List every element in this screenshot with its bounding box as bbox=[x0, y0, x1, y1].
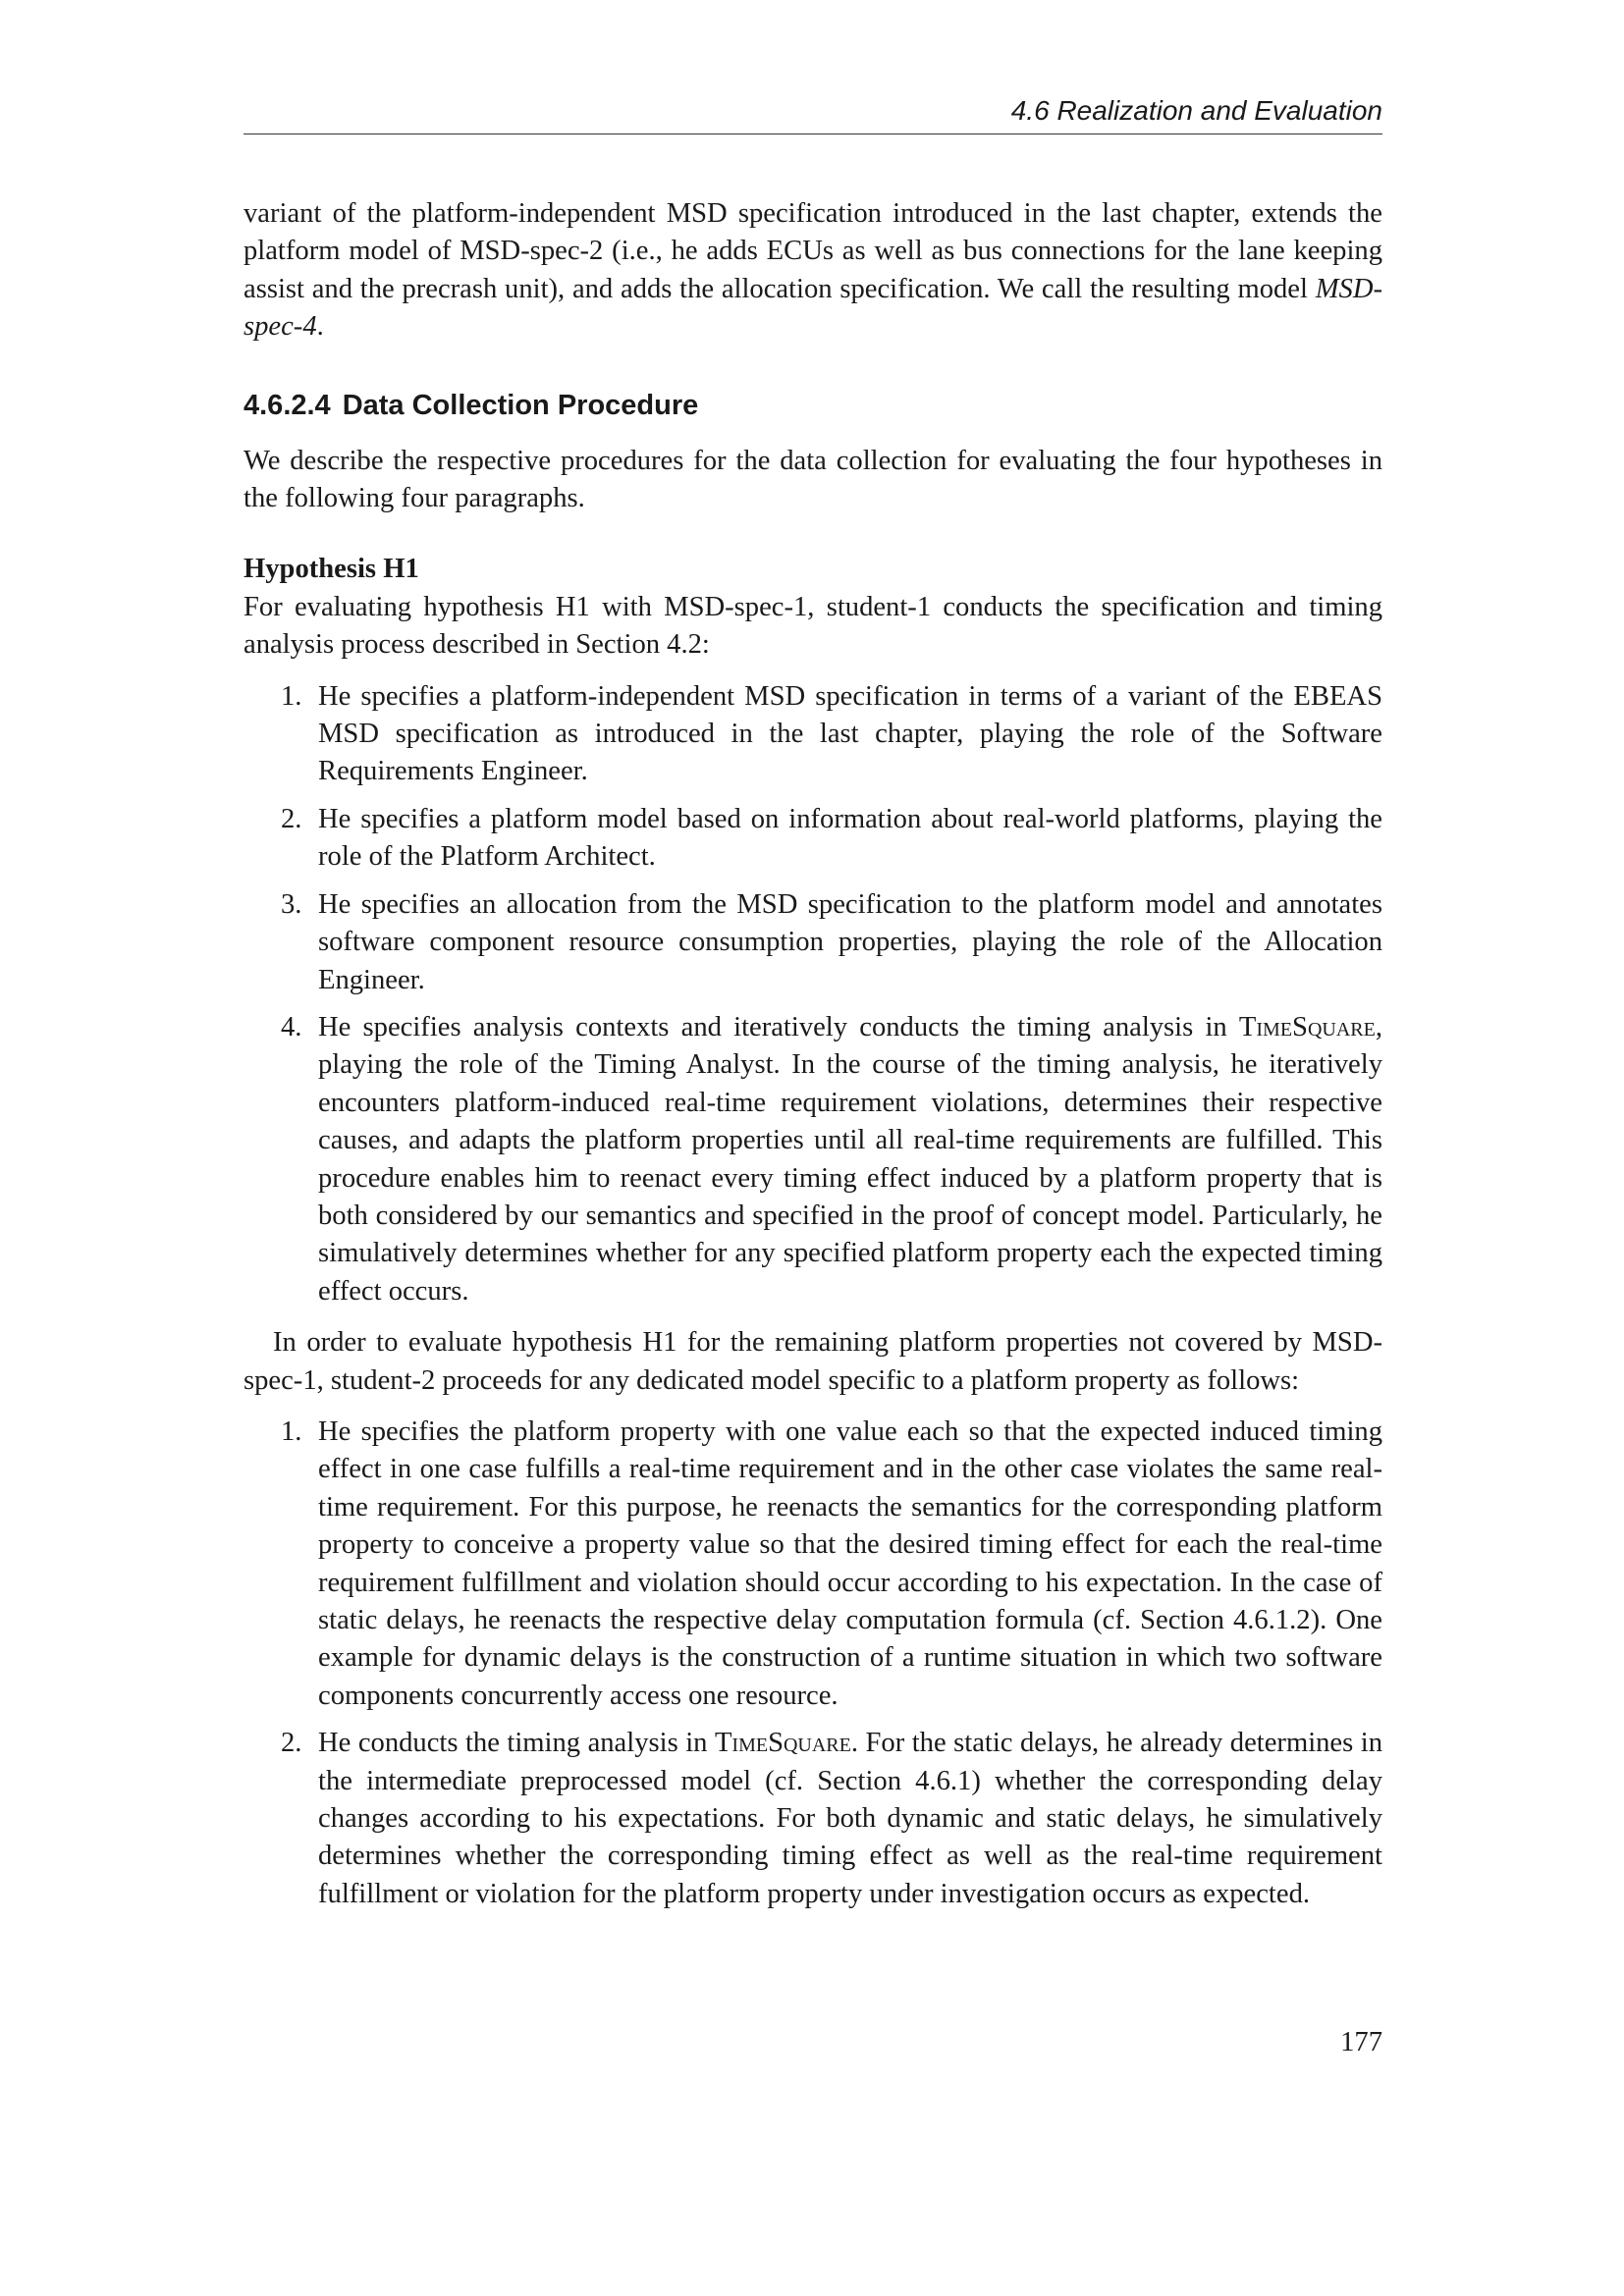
list-item-text: He specifies a platform model based on information about real-world platforms, playing the role of the Platform Architect. bbox=[318, 803, 1382, 873]
section-heading bbox=[244, 388, 1382, 423]
tool-name: TimeSquare bbox=[714, 1728, 851, 1759]
list-number: 2. bbox=[281, 1728, 302, 1759]
page-number: 177 bbox=[1340, 2027, 1382, 2057]
model-name: MSD-spec-4 bbox=[244, 273, 1382, 343]
procedure-list-student-1 bbox=[244, 678, 1382, 1311]
list-item bbox=[244, 886, 1382, 999]
list-item-text: He specifies an allocation from the MSD specification to the platform model and annotates software component resource consumption properties, playing the role of the Allocation Engineer. bbox=[318, 888, 1382, 995]
hypothesis-lead: For evaluating hypothesis H1 with MSD-spec-1, student-1 conducts the specification and timing analysis process described in Section 4.2: bbox=[244, 591, 1382, 661]
procedure-list-student-2 bbox=[244, 1414, 1382, 1913]
list-item-text bbox=[318, 1012, 1382, 1307]
list-item-text-part: He specifies analysis contexts and iteratively conducts the timing analysis in bbox=[318, 1011, 1239, 1042]
list-item bbox=[244, 1414, 1382, 1715]
intro-text: variant of the platform-independent MSD specification introduced in the last chapter, extends the platform model of MSD-spec-2 (i.e., he adds ECUs as well as bus connections for the lane keeping assist and the precrash unit), and adds the allocation specification. We call the resulting model bbox=[244, 198, 1382, 304]
list-item-text: He specifies a platform-independent MSD specification in terms of a variant of the EBEAS MSD specification as introduced in the last chapter, playing the role of the Software Requirements Engineer. bbox=[318, 680, 1382, 787]
intro-text-end: . bbox=[316, 311, 324, 343]
section-number: 4.6.2.4 bbox=[244, 389, 331, 421]
section-intro-paragraph: We describe the respective procedures for the data collection for evaluating the four hypotheses in the following four paragraphs. bbox=[244, 445, 1382, 514]
list-item-text-part: , playing the role of the Timing Analyst. In the course of the timing analysis, he iteratively encounters platform-induced real-time requirement violations, determines their respective causes, and adapts the platform properties until all real-time requirements are fulfilled. This procedure enables him to reenact every timing effect induced by a platform property that is both considered by our semantics and specified in the proof of concept model. Particularly, he simulatively determines whether for any specified platform property each the expected timing effect occurs. bbox=[318, 1011, 1382, 1307]
list-number: 4. bbox=[281, 1011, 302, 1042]
list-item bbox=[244, 1009, 1382, 1310]
list-item-text: He specifies the platform property with one value each so that the expected induced timing effect in one case fulfills a real-time requirement and in the other case violates the same real-time requirement. For this purpose, he reenacts the semantics for the corresponding platform property to conceive a property value so that the desired timing effect for each the real-time requirement fulfillment and violation should occur according to his expectation. In the case of static delays, he reenacts the respective delay computation formula (cf. Section 4.6.1.2). One example for dynamic delays is the construction of a runtime situation in which two software components concurrently access one resource. bbox=[318, 1415, 1382, 1711]
list-item-text bbox=[318, 1728, 1382, 1909]
body-text bbox=[244, 195, 1382, 1913]
list-number: 3. bbox=[281, 888, 302, 920]
document-page bbox=[244, 94, 1382, 2057]
list-item bbox=[244, 678, 1382, 791]
hypothesis-heading: Hypothesis H1 bbox=[244, 554, 419, 585]
section-title: Data Collection Procedure bbox=[342, 389, 699, 421]
list-item bbox=[244, 1725, 1382, 1913]
tool-name: TimeSquare bbox=[1238, 1011, 1376, 1042]
intro-paragraph bbox=[244, 195, 1382, 347]
list-item-text-part: He conducts the timing analysis in bbox=[318, 1728, 715, 1759]
list-number: 1. bbox=[281, 1415, 302, 1447]
list-item-text-part: . For the static delays, he already determines in the intermediate preprocessed model (cf. Section 4.6.1) whether the corresponding delay changes according to his expectations. For both dynamic and static delays, he simulatively determines whether the corresponding timing effect as well as the real-time requirement fulfillment or violation for the platform property under investigation occurs as expected. bbox=[318, 1728, 1382, 1909]
continuation-paragraph: In order to evaluate hypothesis H1 for the remaining platform properties not covered by MSD-spec-1, student-2 proceeds for any dedicated model specific to a platform property as follows: bbox=[244, 1327, 1382, 1396]
running-head: 4.6 Realization and Evaluation bbox=[244, 94, 1382, 134]
list-number: 2. bbox=[281, 803, 302, 834]
list-item bbox=[244, 801, 1382, 877]
list-number: 1. bbox=[281, 680, 302, 712]
